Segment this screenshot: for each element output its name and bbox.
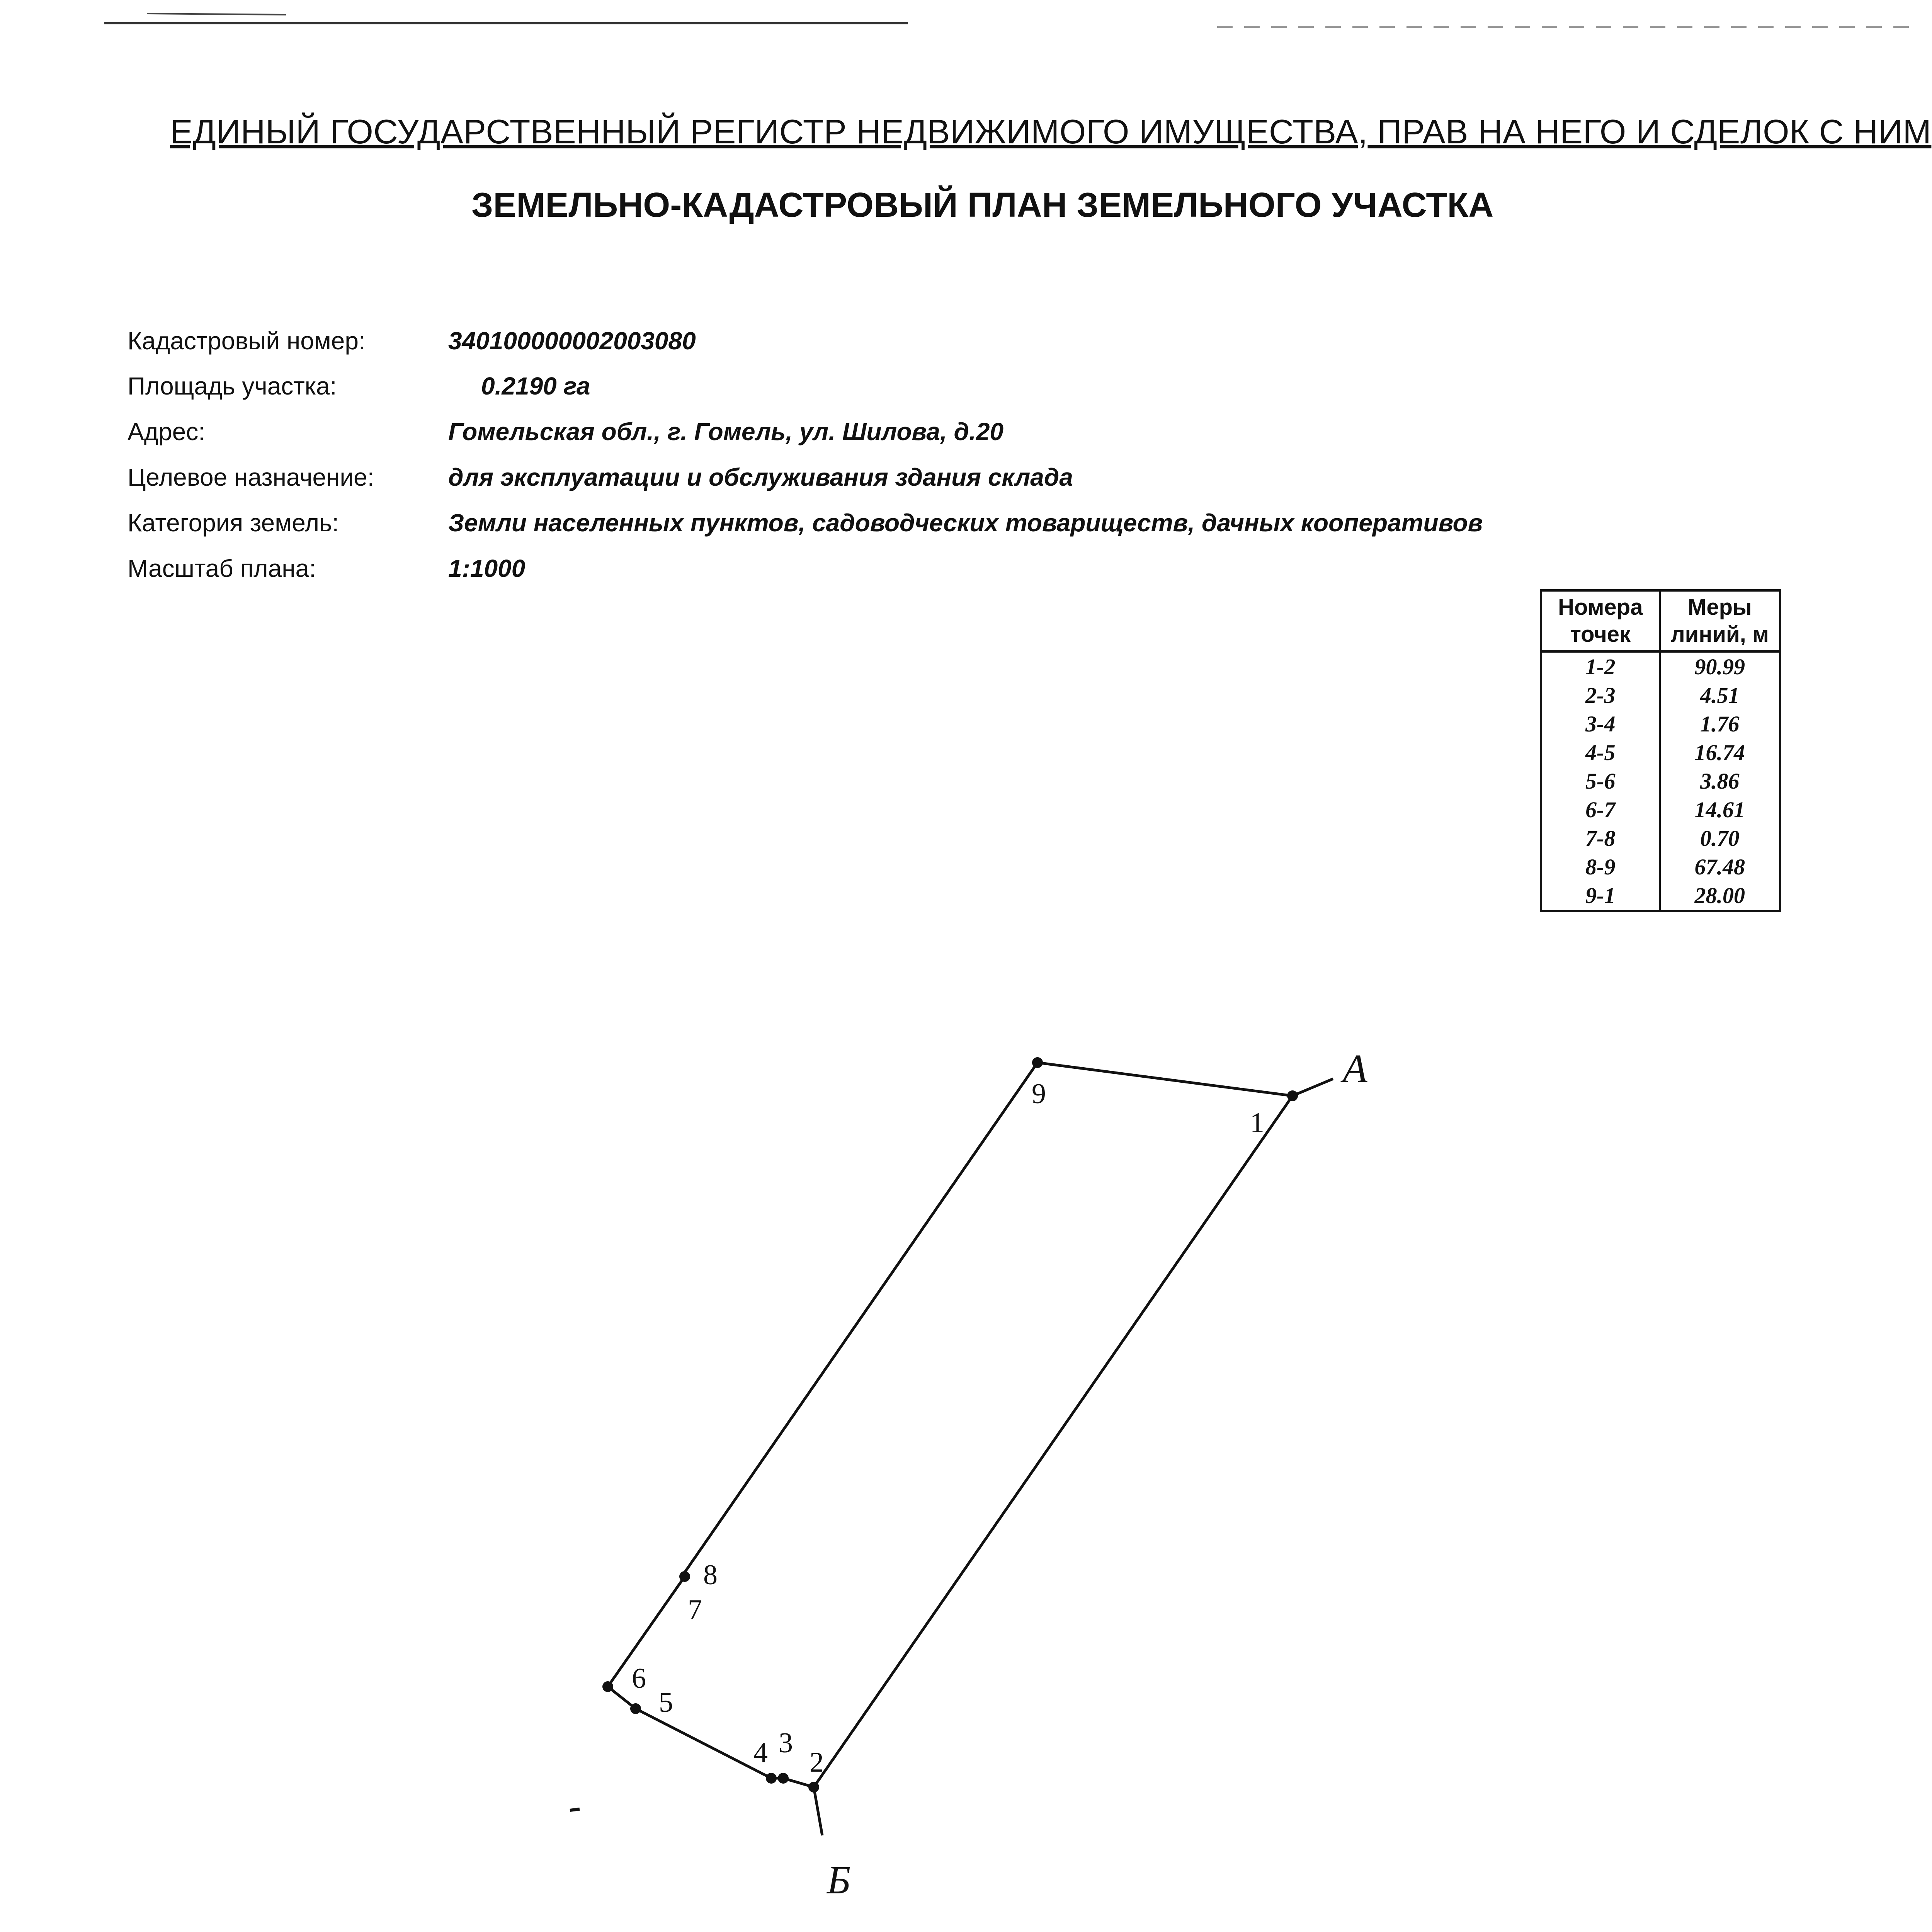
turning-point	[630, 1703, 641, 1714]
point-label-5: 5	[659, 1687, 673, 1718]
segment-cell: 7-8	[1541, 824, 1660, 853]
scale-value: 1:1000	[448, 554, 526, 582]
scan-artifact-lines	[0, 0, 1932, 46]
plan-title: ЗЕМЕЛЬНО-КАДАСТРОВЫЙ ПЛАН ЗЕМЕЛЬНОГО УЧАСТКА	[471, 186, 1494, 224]
segment-cell: 5-6	[1541, 767, 1660, 796]
length-cell: 4.51	[1660, 681, 1780, 710]
scale-label: Масштаб плана:	[128, 554, 316, 582]
segment-cell: 3-4	[1541, 710, 1660, 738]
line-measures-table	[1540, 589, 1781, 912]
marker-b: Б	[827, 1858, 851, 1902]
marker-a: А	[1343, 1046, 1367, 1091]
address-label: Адрес:	[128, 418, 205, 446]
point-label-3: 3	[779, 1727, 793, 1759]
length-cell: 28.00	[1660, 881, 1780, 911]
table-row	[1541, 738, 1780, 767]
area-value: 0.2190 га	[481, 372, 590, 400]
length-cell: 0.70	[1660, 824, 1780, 853]
segment-cell: 1-2	[1541, 651, 1660, 681]
purpose-label: Целевое назначение:	[128, 463, 374, 491]
table-row	[1541, 881, 1780, 911]
point-label-7: 7	[688, 1594, 702, 1626]
turning-point	[1032, 1057, 1043, 1068]
table-row	[1541, 681, 1780, 710]
turning-point	[1287, 1090, 1298, 1101]
segment-cell: 2-3	[1541, 681, 1660, 710]
point-label-6: 6	[632, 1663, 646, 1694]
segment-cell: 4-5	[1541, 738, 1660, 767]
point-label-8: 8	[703, 1559, 718, 1591]
point-label-2: 2	[810, 1747, 824, 1778]
turning-point	[808, 1782, 819, 1793]
turning-point	[766, 1773, 777, 1784]
parcel-boundary	[608, 1063, 1333, 1835]
length-cell: 16.74	[1660, 738, 1780, 767]
area-label: Площадь участка:	[128, 372, 337, 400]
segment-cell: 9-1	[1541, 881, 1660, 911]
table-row	[1541, 796, 1780, 824]
turning-points	[602, 1057, 1298, 1793]
registry-title: ЕДИНЫЙ ГОСУДАРСТВЕННЫЙ РЕГИСТР НЕДВИЖИМОГО ИМУЩЕСТВА, ПРАВ НА НЕГО И СДЕЛОК С НИМ	[170, 112, 1932, 151]
table-row	[1541, 710, 1780, 738]
turning-point	[778, 1773, 789, 1784]
col-points-header: Номера точек	[1541, 590, 1660, 651]
segment-cell: 6-7	[1541, 796, 1660, 824]
turning-point	[602, 1681, 613, 1692]
land-category-value: Земли населенных пунктов, садоводческих товариществ, дачных кооперативов	[448, 509, 1483, 537]
length-cell: 1.76	[1660, 710, 1780, 738]
table-row	[1541, 767, 1780, 796]
segment-cell: 8-9	[1541, 853, 1660, 881]
point-label-4: 4	[753, 1737, 768, 1769]
parcel-plan-drawing	[0, 1005, 1932, 1932]
address-value: Гомельская обл., г. Гомель, ул. Шилова, д.20	[448, 418, 1004, 446]
land-category-label: Категория земель:	[128, 509, 339, 537]
cadastral-number-label: Кадастровый номер:	[128, 327, 366, 355]
purpose-value: для эксплуатации и обслуживания здания склада	[448, 463, 1073, 491]
length-cell: 90.99	[1660, 651, 1780, 681]
point-label-9: 9	[1032, 1078, 1046, 1110]
table-row	[1541, 853, 1780, 881]
length-cell: 67.48	[1660, 853, 1780, 881]
point-label-1: 1	[1250, 1107, 1264, 1139]
turning-point	[679, 1571, 690, 1582]
cadastral-number-value: 340100000002003080	[448, 327, 696, 355]
length-cell: 3.86	[1660, 767, 1780, 796]
table-row	[1541, 651, 1780, 681]
table-row	[1541, 824, 1780, 853]
length-cell: 14.61	[1660, 796, 1780, 824]
col-length-header: Меры линий, м	[1660, 590, 1780, 651]
